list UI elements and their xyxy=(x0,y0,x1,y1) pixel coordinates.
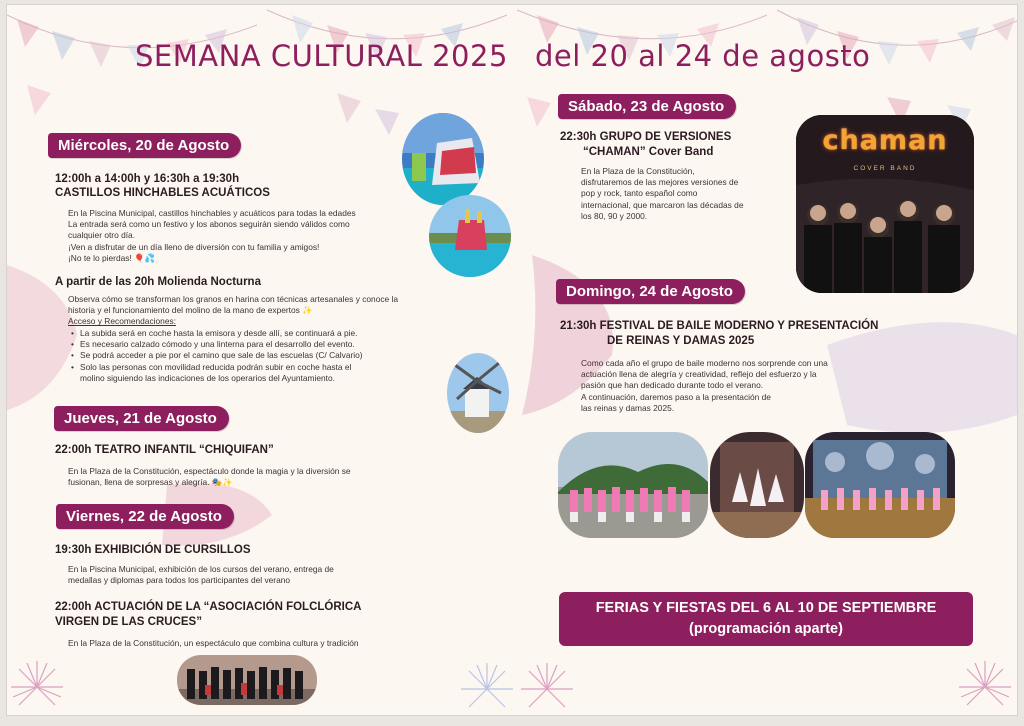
band-tagline: COVER BAND xyxy=(853,165,917,172)
event-description: En la Plaza de la Constitución, disfrutaremos de las mejores versiones de pop y rock, tanto español como internacional, que marcaron las décadas de los 80, 90 y 2000. xyxy=(581,166,744,221)
ferias-banner xyxy=(559,592,973,646)
firework-icon xyxy=(947,653,1017,715)
stage-photo xyxy=(805,432,955,538)
access-heading: Acceso y Recomendaciones: xyxy=(68,316,176,327)
recommendations-list xyxy=(70,328,363,373)
day-header-miercoles: Miércoles, 20 de Agosto xyxy=(48,133,241,158)
list-item: • Se podrá acceder a pie por el camino que sale de las escuelas (C/ Calvario) xyxy=(70,350,363,361)
dance-group-photo xyxy=(558,432,708,538)
event-title: 19:30h EXHIBICIÓN DE CURSILLOS xyxy=(55,544,251,556)
event-title-continuation: “CHAMAN” Cover Band xyxy=(583,146,714,158)
list-item: • Solo las personas con movilidad reducida podrán subir en coche hasta el xyxy=(70,362,363,373)
list-item: • Es necesario calzado cómodo y una linterna para el desarrollo del evento. xyxy=(70,339,363,350)
event-description: En la Plaza de la Constitución, un espectáculo que combina cultura y tradición xyxy=(68,638,359,648)
event-description: Observa cómo se transforman los granos en harina con técnicas artesanales y conoce la historia y el funcionamiento del molino de la mano de expertos ✨ Acceso y Recomendaciones: xyxy=(68,294,399,327)
list-item-continuation: molino siguiendo las indicaciones de los operarios del Ayuntamiento. xyxy=(80,373,335,383)
queens-photo xyxy=(710,432,804,538)
event-title: A partir de las 20h Molienda Nocturna xyxy=(55,276,261,288)
firework-icon xyxy=(515,655,579,715)
ferias-note: (programación aparte) xyxy=(689,621,843,637)
event-description: En la Piscina Municipal, castillos hinchables y acuáticos para todas la edades La entrada será como un festivo y los abonos seguirán siendo válidos como cualquier otro día. ¡Ven a disfrutar de un día lleno de diversión con tu familia y amigos! ¡No te lo pierdas! 🎈💦 xyxy=(68,208,356,263)
band-photo xyxy=(796,115,974,293)
event-title-continuation: VIRGEN DE LAS CRUCES” xyxy=(55,616,202,628)
firework-icon xyxy=(455,655,519,715)
event-title: 22:30h GRUPO DE VERSIONES xyxy=(560,131,732,143)
event-title: 21:30h FESTIVAL DE BAILE MODERNO Y PRESENTACIÓN xyxy=(560,320,879,332)
day-header-viernes: Viernes, 22 de Agosto xyxy=(56,504,234,529)
folk-group-photo xyxy=(177,655,317,705)
page-title: SEMANA CULTURAL 2025 xyxy=(135,39,508,73)
event-title-continuation: DE REINAS Y DAMAS 2025 xyxy=(607,335,755,347)
water-inflatable-photo xyxy=(429,195,511,277)
program-poster xyxy=(6,4,1018,716)
windmill-photo xyxy=(447,353,509,433)
list-item: • La subida será en coche hasta la emisora y desde allí, se continuará a pie. xyxy=(70,328,363,339)
event-title: 22:00h ACTUACIÓN DE LA “ASOCIACIÓN FOLCLÓRICA xyxy=(55,601,362,613)
day-header-domingo: Domingo, 24 de Agosto xyxy=(556,279,745,304)
event-description: En la Piscina Municipal, exhibición de los cursos del verano, entrega de medallas y diplomas para todos los participantes del verano xyxy=(68,564,334,586)
firework-icon xyxy=(7,653,77,715)
event-time: 12:00h a 14:00h y 16:30h a 19:30h xyxy=(55,173,240,185)
event-description: Como cada año el grupo de baile moderno nos sorprende con una actuación llena de alegría y creatividad, reflejo del esfuerzo y la pasión que han dedicado durante todo el verano. A continuación, daremos paso a la presentación de las reinas y damas 2025. xyxy=(581,358,828,413)
event-title: CASTILLOS HINCHABLES ACUÁTICOS xyxy=(55,187,270,199)
band-logo: chaman xyxy=(822,125,948,156)
event-description: En la Plaza de la Constitución, espectáculo donde la magia y la diversión se fusionan, llena de sorpresas y alegría. 🎭✨ xyxy=(68,466,351,488)
inflatable-castle-photo xyxy=(402,113,484,205)
day-header-jueves: Jueves, 21 de Agosto xyxy=(54,406,229,431)
event-title: 22:00h TEATRO INFANTIL “CHIQUIFAN” xyxy=(55,444,274,456)
ferias-title: FERIAS Y FIESTAS DEL 6 AL 10 DE SEPTIEMBRE xyxy=(595,600,937,616)
day-header-sabado: Sábado, 23 de Agosto xyxy=(558,94,736,119)
page-subtitle-dates: del 20 al 24 de agosto xyxy=(535,39,871,73)
